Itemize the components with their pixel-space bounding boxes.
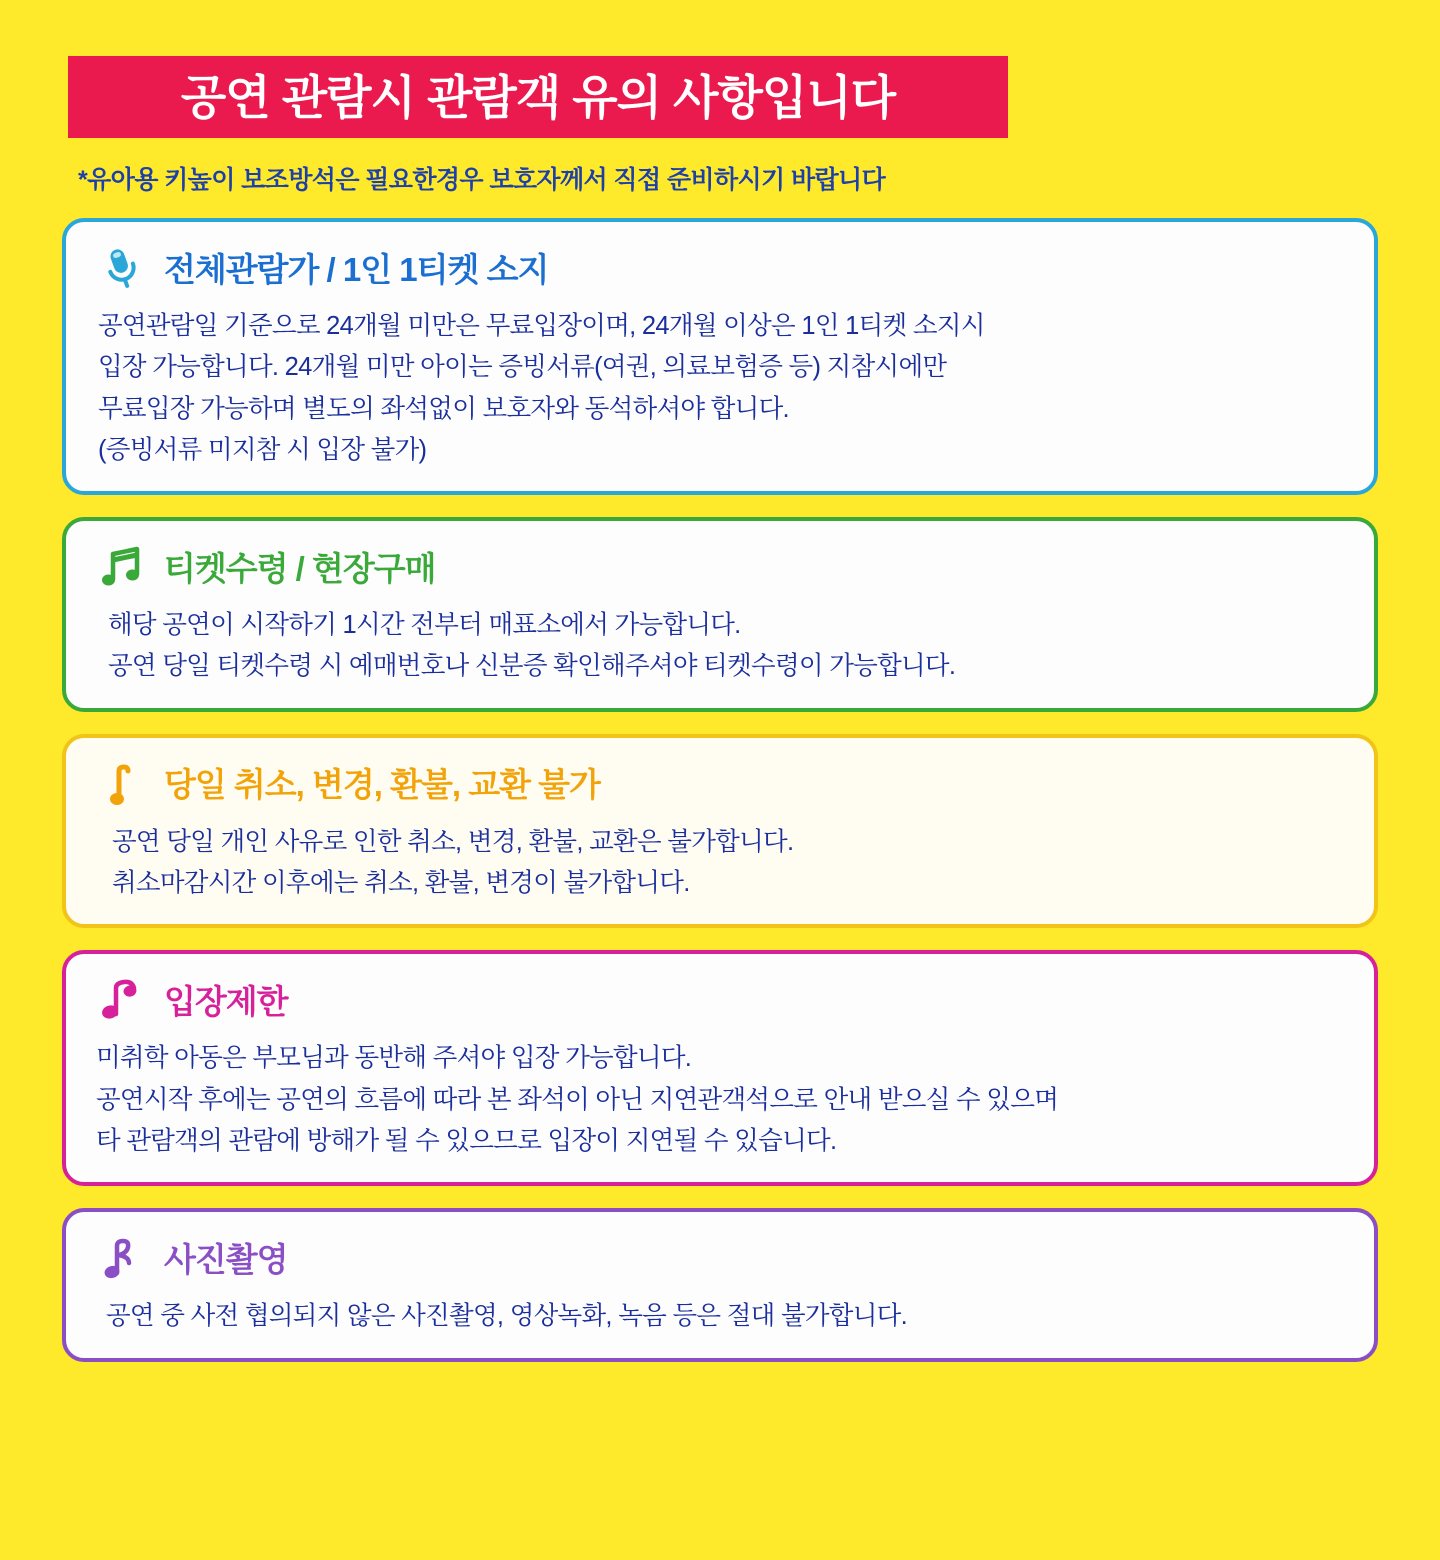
page-title: 공연 관람시 관람객 유의 사항입니다 [180, 70, 896, 124]
card-line: 공연 중 사전 협의되지 않은 사진촬영, 영상녹화, 녹음 등은 절대 불가합니다. [106, 1302, 907, 1331]
card-line: (증빙서류 미지참 시 입장 불가) [98, 435, 427, 464]
notice-card-photography [62, 1208, 1378, 1361]
card-body [108, 605, 1348, 688]
beamed-note-icon [92, 539, 150, 597]
card-body [98, 306, 1348, 471]
subtitle-note: *유아용 키높이 보조방석은 필요한경우 보호자께서 직접 준비하시기 바랍니다 [78, 166, 886, 194]
card-line: 입장 가능합니다. 24개월 미만 아이는 증빙서류(여권, 의료보험증 등) 지참시에만 [98, 353, 947, 382]
notice-card-ticket-pickup [62, 517, 1378, 712]
card-title: 티켓수령 / 현장구매 [164, 549, 436, 587]
card-body [112, 822, 1348, 905]
card-line: 공연시작 후에는 공연의 흐름에 따라 본 좌석이 아닌 지연관객석으로 안내 받으실 수 있으며 [96, 1085, 1059, 1114]
card-line: 공연 당일 개인 사유로 인한 취소, 변경, 환불, 교환은 불가합니다. [112, 827, 794, 856]
card-line: 취소마감시간 이후에는 취소, 환불, 변경이 불가합니다. [112, 869, 690, 898]
notice-card-list [62, 218, 1378, 1362]
notice-card-no-refund [62, 734, 1378, 929]
card-header [92, 1230, 1348, 1288]
card-line: 공연 당일 티켓수령 시 예매번호나 신분증 확인해주셔야 티켓수령이 가능합니다. [108, 652, 956, 681]
card-header [92, 972, 1348, 1030]
card-header [92, 539, 1348, 597]
card-title: 입장제한 [164, 982, 288, 1020]
treble-note-icon [92, 1230, 150, 1288]
card-title: 전체관람가 / 1인 1티켓 소지 [164, 250, 549, 288]
card-line: 타 관람객의 관람에 방해가 될 수 있으므로 입장이 지연될 수 있습니다. [96, 1126, 837, 1155]
card-title: 사진촬영 [164, 1240, 288, 1278]
card-line: 공연관람일 기준으로 24개월 미만은 무료입장이며, 24개월 이상은 1인 1티켓 소지시 [98, 312, 985, 340]
card-header [92, 756, 1348, 814]
notice-card-admission [62, 218, 1378, 495]
double-note-icon [92, 972, 150, 1030]
card-body [106, 1296, 1348, 1337]
card-header [92, 240, 1348, 298]
notice-card-entry-restriction [62, 950, 1378, 1186]
card-body [96, 1038, 1348, 1162]
title-banner [68, 56, 1008, 138]
card-line: 미취학 아동은 부모님과 동반해 주셔야 입장 가능합니다. [96, 1044, 692, 1073]
card-line: 해당 공연이 시작하기 1시간 전부터 매표소에서 가능합니다. [108, 611, 741, 640]
card-line: 무료입장 가능하며 별도의 좌석없이 보호자와 동석하셔야 합니다. [98, 394, 789, 423]
card-title: 당일 취소, 변경, 환불, 교환 불가 [164, 766, 600, 804]
single-note-icon [92, 756, 150, 814]
microphone-icon [92, 240, 150, 298]
